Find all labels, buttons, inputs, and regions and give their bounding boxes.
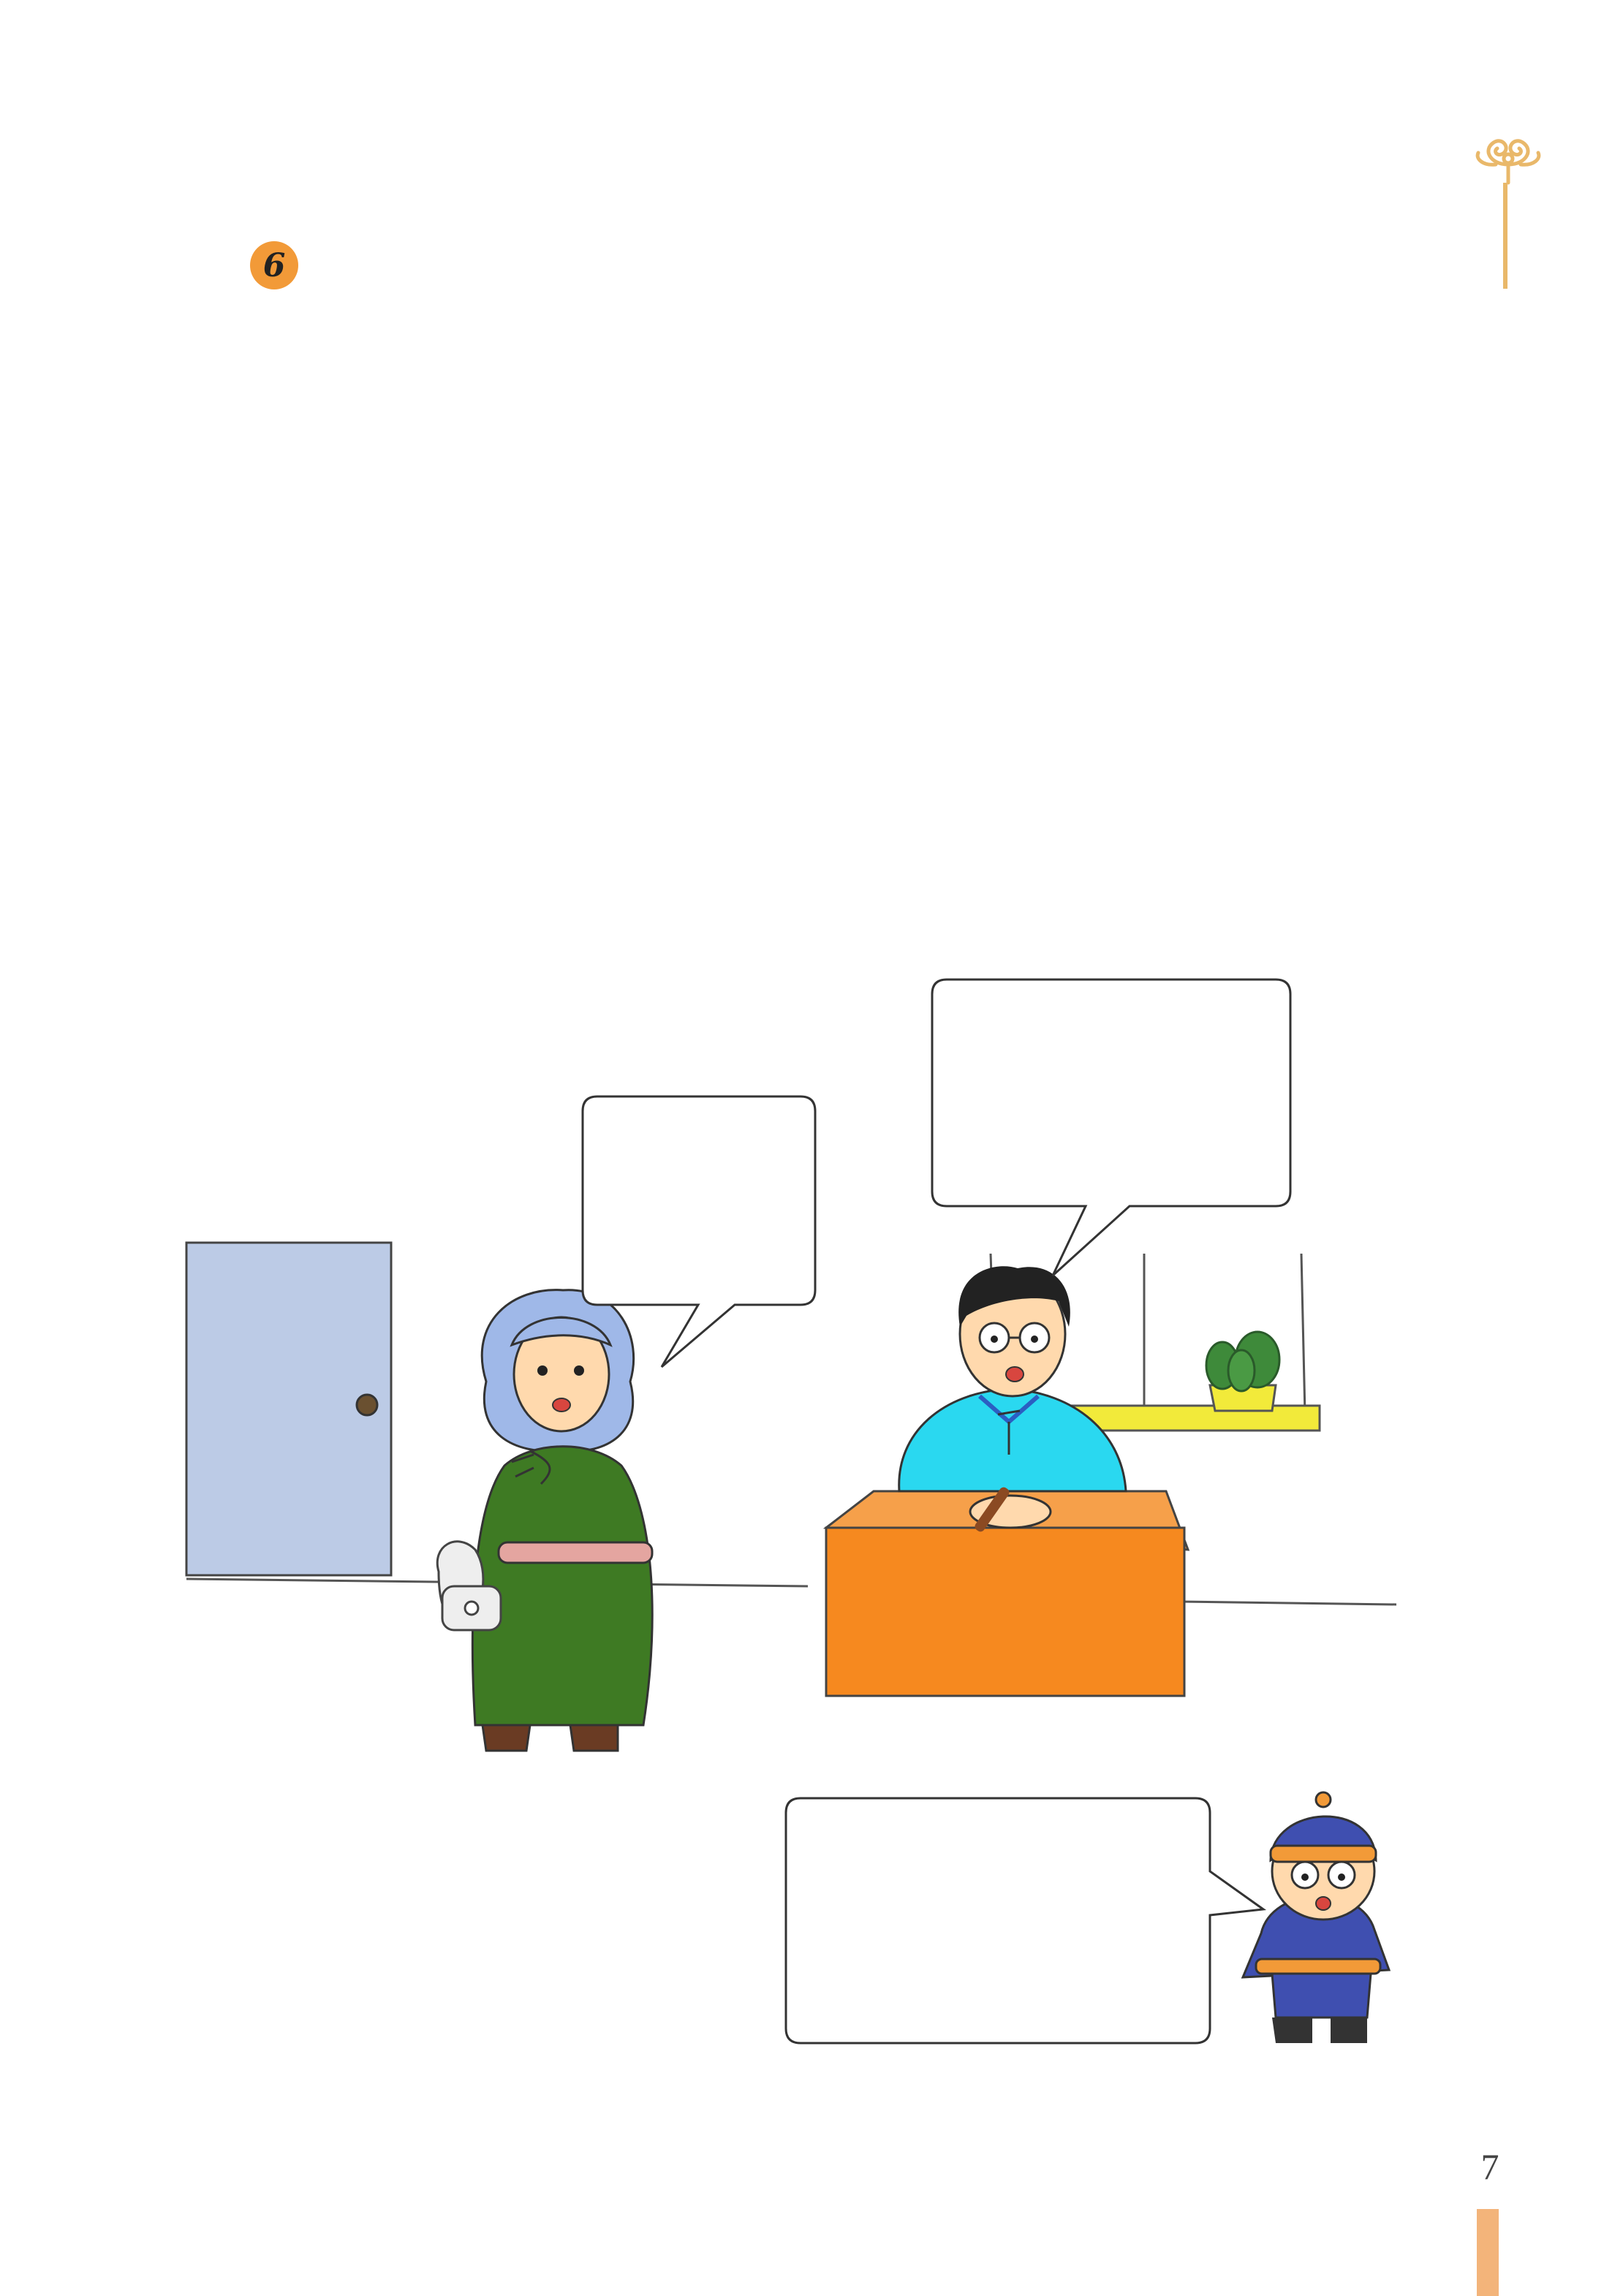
grandmother-figure [437,1290,652,1751]
speech-text-boy [804,1813,1192,2028]
boy-figure [1243,1792,1389,2043]
question-number-badge: 6 [250,241,298,289]
shelf-with-cactus [1067,1332,1320,1431]
page-edge-tab [1477,2209,1499,2296]
speech-text-grandmother [607,1111,797,1287]
door [186,1243,391,1575]
speech-text-teacher [950,994,1272,1191]
page-number: 7 [1480,2146,1499,2187]
